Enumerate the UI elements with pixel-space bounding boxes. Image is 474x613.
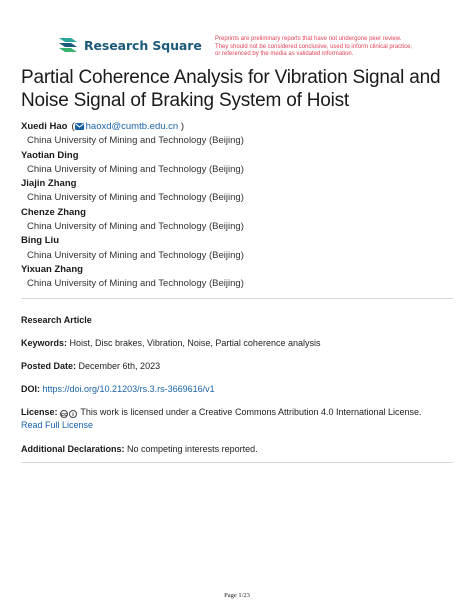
divider <box>21 462 453 463</box>
declarations-label: Additional Declarations: <box>21 444 125 454</box>
notice-line: Preprints are preliminary reports that have not undergone peer review. <box>215 36 402 42</box>
author-affiliation: China University of Mining and Technology (Beijing) <box>27 278 244 290</box>
author-affiliation: China University of Mining and Technology (Beijing) <box>27 135 244 147</box>
preprint-notice <box>215 36 465 59</box>
read-full-license-link[interactable]: Read Full License <box>21 420 94 430</box>
doi-link[interactable]: https://doi.org/10.21203/rs.3.rs-3669616/v1 <box>42 384 215 394</box>
by-icon: i <box>69 410 77 418</box>
author-email-link[interactable]: haoxd@cumtb.edu.cn <box>85 121 179 132</box>
posted-date-label: Posted Date: <box>21 361 77 371</box>
title-line: Noise Signal of Braking System of Hoist <box>21 90 350 111</box>
declarations-value: No competing interests reported. <box>127 444 258 454</box>
author-name[interactable] <box>21 120 461 134</box>
research-square-logo-icon <box>57 36 79 54</box>
author-affiliation: China University of Mining and Technology (Beijing) <box>27 221 244 233</box>
author-name[interactable]: Chenze Zhang <box>21 206 86 218</box>
author-affiliation: China University of Mining and Technology (Beijing) <box>27 249 244 261</box>
license-text: This work is licensed under a Creative Commons Attribution 4.0 International License. <box>80 407 422 417</box>
author-name[interactable]: Yaotian Ding <box>21 149 79 161</box>
author-email-group: ( haoxd@cumtb.edu.cn ) <box>71 121 184 132</box>
doi <box>21 383 461 396</box>
posted-date-value: December 6th, 2023 <box>78 361 161 371</box>
article-type: Research Article <box>21 315 92 325</box>
logo-text: Research Square <box>84 37 202 53</box>
title-line: Partial Coherence Analysis for Vibration Signal and <box>21 67 441 88</box>
author-name[interactable]: Jiajin Zhang <box>21 178 77 190</box>
author-name-text: Xuedi Hao <box>21 121 68 132</box>
research-square-logo[interactable] <box>57 36 202 54</box>
notice-line: They should not be considered conclusive, used to inform clinical practice, <box>215 43 413 50</box>
author-list <box>21 120 461 292</box>
author-name[interactable]: Bing Liu <box>21 235 59 247</box>
author-name[interactable]: Yixuan Zhang <box>21 263 83 275</box>
divider <box>21 298 453 299</box>
doi-label: DOI: <box>21 384 40 394</box>
mail-icon <box>75 123 84 130</box>
keywords <box>21 337 461 350</box>
cc-icon: cc <box>61 412 68 418</box>
notice-line: or referenced by the media as validated information. <box>215 51 354 58</box>
page-number: Page 1/23 <box>224 592 250 599</box>
license <box>21 406 461 432</box>
author-affiliation: China University of Mining and Technology (Beijing) <box>27 163 244 175</box>
posted-date <box>21 360 461 373</box>
license-label: License: <box>21 407 58 417</box>
additional-declarations <box>21 443 461 456</box>
keywords-value: Hoist, Disc brakes, Vibration, Noise, Partial coherence analysis <box>69 338 321 348</box>
keywords-label: Keywords: <box>21 338 68 348</box>
paper-title <box>21 66 461 112</box>
author-affiliation: China University of Mining and Technology (Beijing) <box>27 192 244 204</box>
